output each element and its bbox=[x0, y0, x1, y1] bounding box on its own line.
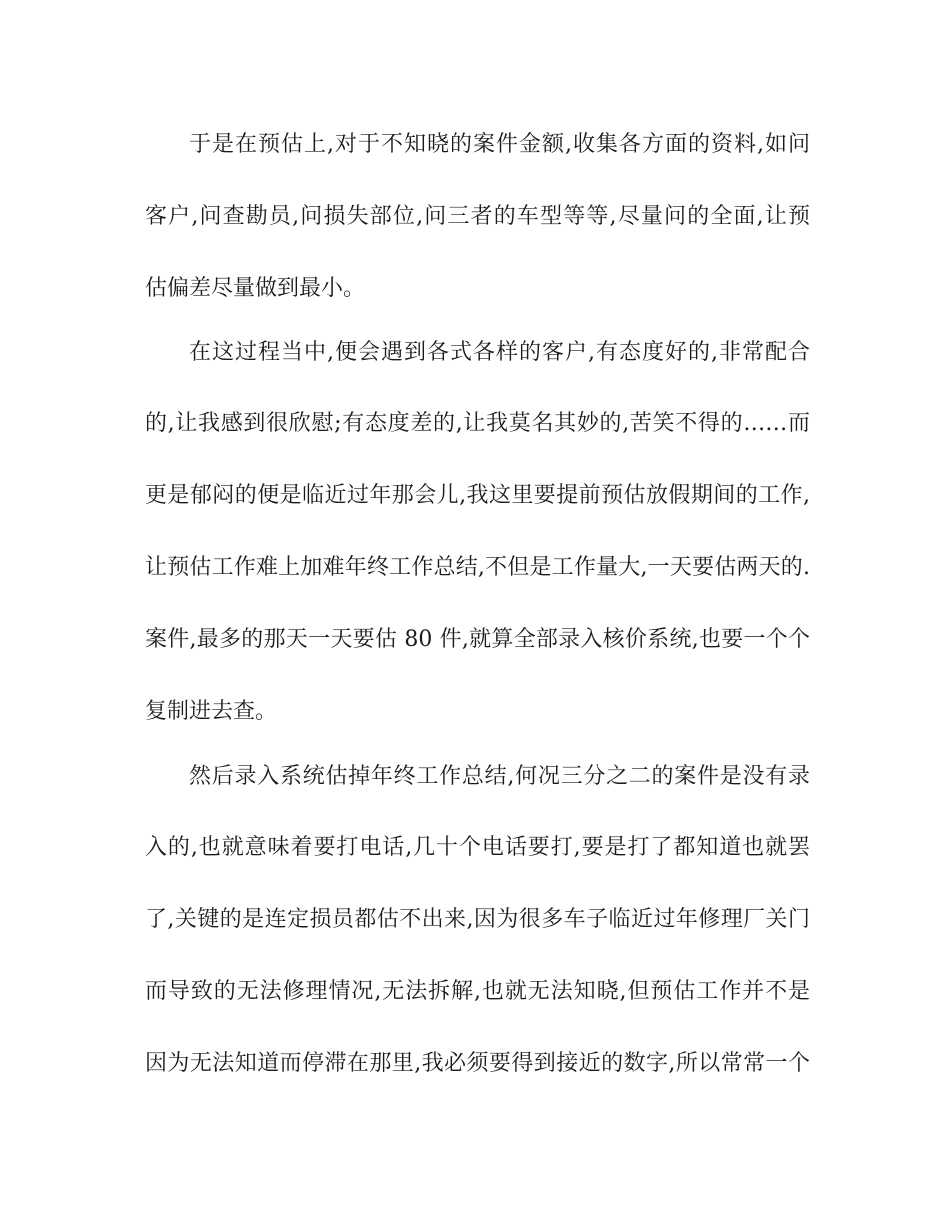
paragraph-2-line-6: 复制进去查。 bbox=[145, 699, 278, 724]
paragraph-2-line-2: 的,让我感到很欣慰;有态度差的,让我莫名其妙的,苦笑不得的……而 bbox=[145, 411, 810, 436]
paragraph-2-line-3: 更是郁闷的便是临近过年那会儿,我这里要提前预估放假期间的工作, bbox=[145, 483, 810, 508]
paragraph-3-line-3: 了,关键的是连定损员都估不出来,因为很多车子临近过年修理厂关门 bbox=[145, 907, 810, 932]
paragraph-3-line-2: 入的,也就意味着要打电话,几十个电话要打,要是打了都知道也就罢 bbox=[145, 835, 810, 860]
paragraph-1-line-2: 客户,问查勘员,问损失部位,问三者的车型等等,尽量问的全面,让预 bbox=[145, 204, 810, 229]
paragraph-3-line-4: 而导致的无法修理情况,无法拆解,也就无法知晓,但预估工作并不是 bbox=[145, 979, 810, 1004]
paragraph-1-line-3: 估偏差尽量做到最小。 bbox=[145, 276, 366, 301]
paragraph-3-line-1: 然后录入系统估掉年终工作总结,何况三分之二的案件是没有录 bbox=[189, 764, 810, 789]
paragraph-2-line-5: 案件,最多的那天一天要估 80 件,就算全部录入核价系统,也要一个个 bbox=[145, 627, 810, 652]
paragraph-1-line-1: 于是在预估上,对于不知晓的案件金额,收集各方面的资料,如问 bbox=[189, 132, 810, 157]
paragraph-2-line-1: 在这过程当中,便会遇到各式各样的客户,有态度好的,非常配合 bbox=[189, 340, 810, 365]
paragraph-3-line-5: 因为无法知道而停滞在那里,我必须要得到接近的数字,所以常常一个 bbox=[145, 1051, 810, 1076]
paragraph-2-line-4: 让预估工作难上加难年终工作总结,不但是工作量大,一天要估两天的. bbox=[145, 555, 810, 580]
